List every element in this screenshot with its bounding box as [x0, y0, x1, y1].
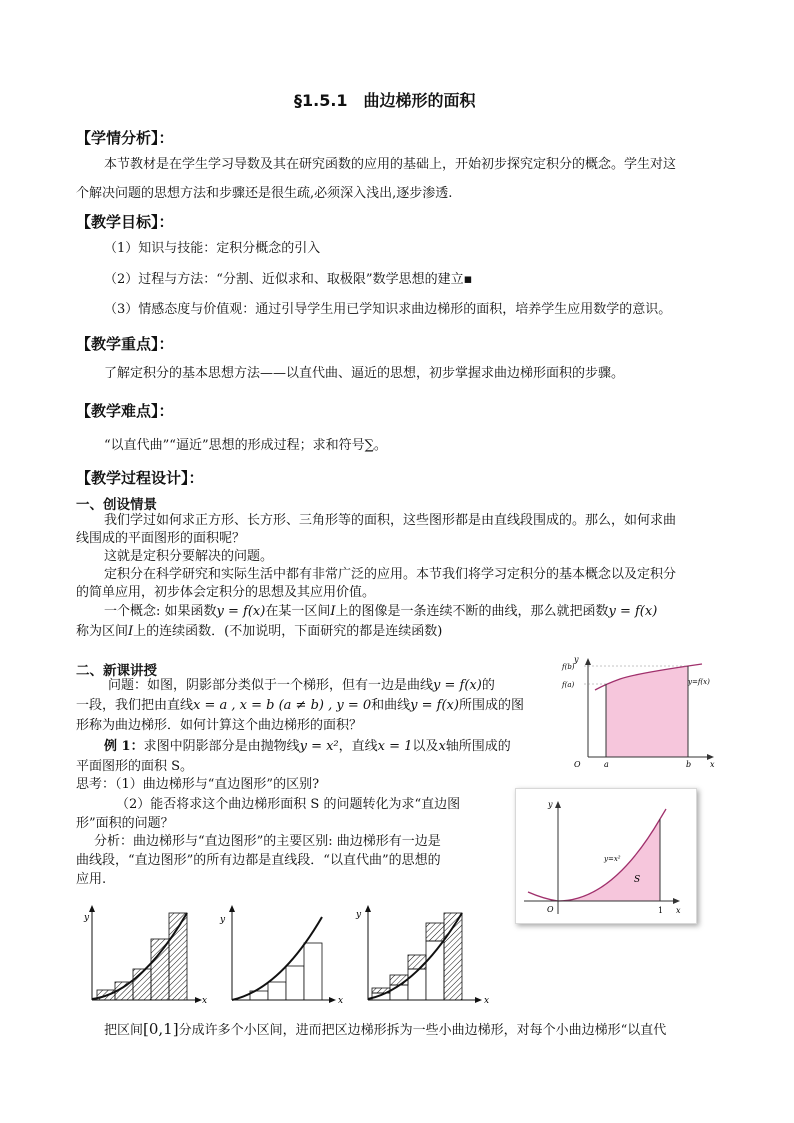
- chuangshe-line-2: 线围成的平面图形的面积呢？: [76, 531, 246, 546]
- mubiao-line-1: （1）知识与技能：定积分概念的引入: [104, 241, 321, 256]
- chuangshe-line-3: 这就是定积分要解决的问题。: [104, 549, 274, 564]
- fx-formula: y = f(x): [216, 604, 266, 619]
- zhongdian-line-1: 了解定积分的基本思想方法——以直代曲、逼近的思想，初步掌握求曲边梯形面积的步骤。: [104, 366, 625, 381]
- analysis-line-3: 应用.: [76, 872, 107, 887]
- fb-label: f(b): [562, 663, 575, 671]
- svg-text:y: y: [356, 910, 362, 920]
- heading-xinke: 二、新课讲授: [76, 663, 157, 679]
- y-label: y: [548, 800, 553, 809]
- svg-text:y: y: [84, 913, 90, 923]
- heading-chuangshe: 一、创设情景: [76, 497, 157, 513]
- last-line: 把区间[0,1]分成许多个小区间，进而把区边梯形拆为一些小曲边梯形，对每个小曲边梯形“以直代: [104, 1020, 667, 1038]
- panel-lower-sum: [219, 905, 343, 1006]
- area-label: S: [634, 875, 641, 885]
- fa-label: f(a): [562, 681, 575, 689]
- y-label: y: [574, 655, 579, 664]
- example-line-1: 例 1：求图中阴影部分是由抛物线y = x²，直线x = 1以及x轴所围成的: [104, 739, 511, 754]
- svg-text:x: x: [484, 996, 490, 1006]
- heading-xueqing: 【学情分析】：: [76, 129, 174, 147]
- figure-step-approximations: [80, 905, 500, 1013]
- wenti-line-2: 一段，我们把由直线x = a , x = b (a ≠ b) , y = 0和曲线y = f(x)所围成的图: [76, 698, 524, 713]
- concept-line-2: 称为区间I上的连续函数．(不加说明，下面研究的都是连续函数): [76, 624, 443, 639]
- concept-line-1: 一个概念: 如果函数y = f(x)在某一区间I上的图像是一条连续不断的曲线，那么就把函数y = f(x): [104, 604, 658, 619]
- origin-label: O: [547, 905, 554, 914]
- think-line-1: 思考：（1）曲边梯形与“直边图形”的区别?: [76, 777, 320, 792]
- curve-label: y=x²: [604, 855, 621, 863]
- wenti-line-1: 问题：如图，阴影部分类似于一个梯形，但有一边是曲线y = f(x)的: [108, 678, 495, 693]
- x-label: x: [676, 906, 681, 915]
- nandian-line-1: “以直代曲”“逼近”思想的形成过程；求和符号∑。: [104, 438, 387, 453]
- think-line-3: 形”面积的问题？: [76, 816, 174, 831]
- svg-text:x: x: [338, 996, 344, 1006]
- x-label: x: [710, 760, 715, 769]
- origin-label: O: [574, 760, 581, 769]
- heading-mubiao: 【教学目标】：: [76, 213, 174, 231]
- figure-parabola: [515, 788, 697, 924]
- heading-nandian: 【教学难点】：: [76, 402, 174, 420]
- one-label: 1: [658, 906, 664, 915]
- chuangshe-line-4: 定积分在科学研究和实际生活中都有非常广泛的应用。本节我们将学习定积分的基本概念以及定积分: [104, 567, 677, 582]
- svg-text:y: y: [220, 915, 226, 925]
- heading-zhongdian: 【教学重点】：: [76, 335, 174, 353]
- mubiao-line-3: （3）情感态度与价值观：通过引导学生用已学知识求曲边梯形的面积，培养学生应用数学的意识。: [104, 302, 672, 317]
- xueqing-line-1: 本节教材是在学生学习导数及其在研究函数的应用的基础上，开始初步探究定积分的概念。学生对这: [104, 157, 677, 172]
- svg-text:x: x: [202, 996, 208, 1006]
- example-line-2: 平面图形的面积 S。: [76, 759, 194, 774]
- analysis-line-2: 曲线段，“直边图形”的所有边都是直线段．“以直代曲”的思想的: [76, 853, 441, 868]
- page-title: §1.5.1 曲边梯形的面积: [294, 91, 476, 110]
- think-line-2: （2）能否将求这个曲边梯形面积 S 的问题转化为求“直边图: [116, 797, 461, 812]
- chuangshe-line-1: 我们学过如何求正方形、长方形、三角形等的面积，这些图形都是由直线段围成的。那么，如何求曲: [104, 513, 677, 528]
- a-label: a: [604, 760, 609, 769]
- mubiao-line-2: （2）过程与方法：“分割、近似求和、取极限”数学思想的建立▪: [104, 272, 473, 287]
- analysis-line-1: 分析：曲边梯形与“直边图形”的主要区别: 曲边梯形有一边是: [94, 834, 441, 849]
- heading-guocheng: 【教学过程设计】：: [76, 469, 204, 487]
- b-label: b: [686, 760, 692, 769]
- panel-mixed-sum: [355, 905, 489, 1006]
- interval-0-1: [0,1]: [143, 1020, 179, 1038]
- figure-curved-trapezoid: [560, 652, 720, 770]
- xueqing-line-2: 个解决问题的思想方法和步骤还是很生疏,必须深入浅出,逐步渗透.: [76, 186, 453, 201]
- wenti-line-3: 形称为曲边梯形．如何计算这个曲边梯形的面积？: [76, 718, 363, 733]
- chuangshe-line-5: 的简单应用，初步体会定积分的思想及其应用价值。: [76, 585, 376, 600]
- panel-upper-sum: [83, 905, 207, 1006]
- curve-label: y=f(x): [688, 678, 710, 686]
